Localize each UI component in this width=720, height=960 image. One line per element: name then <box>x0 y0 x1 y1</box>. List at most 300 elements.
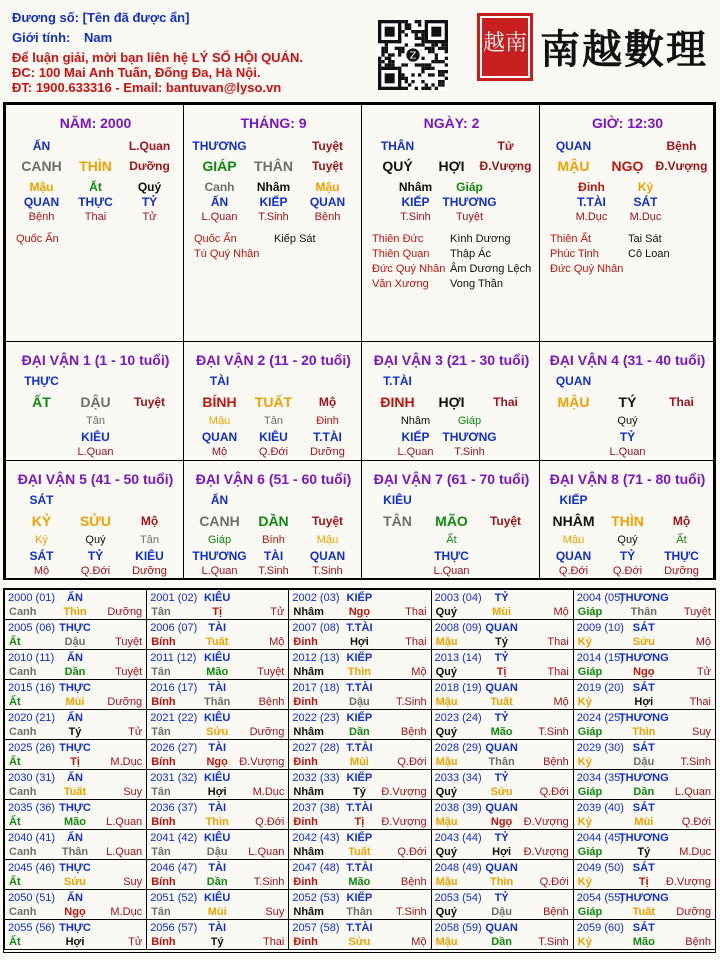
year-stem: Bính <box>151 816 176 828</box>
year-cell <box>431 769 574 800</box>
year-god: KIÊU <box>204 832 231 844</box>
year-state: L.Quan <box>248 846 285 858</box>
year-branch: Dậu <box>64 636 86 648</box>
year-god: TỶ <box>494 832 509 844</box>
year-stem: Nhâm <box>293 666 324 678</box>
hidden-stem: Tân <box>140 534 159 546</box>
year-branch: Tị <box>70 756 80 768</box>
hidden-stem: Mậu <box>29 180 54 194</box>
year-god: THƯƠNG <box>618 892 669 904</box>
hidden-state: Q.Đới <box>612 565 643 577</box>
year-branch: Ngọ <box>490 816 513 828</box>
dai-van-stem: ẤT <box>32 394 51 410</box>
star-name: Thiên Ất <box>550 233 591 245</box>
year-cell <box>146 649 289 680</box>
year-cell <box>146 619 289 650</box>
star-name: Phúc Tinh <box>550 248 599 260</box>
year-god: THƯƠNG <box>618 712 669 724</box>
year-state: T.Sinh <box>680 756 711 768</box>
year-cell <box>4 829 147 860</box>
year-god: KIÊU <box>204 772 231 784</box>
year-cell <box>431 679 574 710</box>
year-label: 2048 (49) <box>434 862 482 874</box>
pillar-god: QUAN <box>555 139 592 153</box>
star-name: Tai Sát <box>628 233 662 245</box>
annual-table <box>3 588 716 953</box>
star-name: Cô Loan <box>628 248 670 260</box>
year-state: Thai <box>689 696 711 708</box>
year-god: TỶ <box>494 892 509 904</box>
year-label: 2015 (16) <box>8 682 56 694</box>
year-state: Suy <box>123 876 143 888</box>
hidden-state: Q.Đới <box>558 565 589 577</box>
year-state: Đ.Vượng <box>381 816 427 828</box>
gender-label: Giới tính: <box>12 30 71 45</box>
header <box>0 0 720 100</box>
year-label: 2016 (17) <box>150 682 198 694</box>
dai-van-stem: NHÂM <box>552 513 595 529</box>
year-stem: Quý <box>435 846 457 858</box>
year-state: Q.Đới <box>539 876 569 888</box>
year-stem: Đinh <box>293 756 318 768</box>
year-label: 2010 (11) <box>8 652 55 664</box>
year-cell <box>146 859 289 890</box>
hidden-stem: Mậu <box>316 534 339 546</box>
year-cell <box>146 919 289 950</box>
year-cell <box>431 709 574 740</box>
hidden-state: L.Quan <box>201 211 238 223</box>
year-label: 2058 (59) <box>434 922 482 934</box>
pillar-stem: QUÝ <box>382 158 413 174</box>
year-state: Mộ <box>269 636 285 648</box>
year-label: 2037 (38) <box>292 802 340 814</box>
year-state: Bệnh <box>543 756 569 768</box>
dai-van-stem: MẬU <box>557 394 590 410</box>
dai-van-cell <box>183 341 362 461</box>
year-cell <box>288 829 431 860</box>
year-cell <box>288 649 431 680</box>
pillar-state: Đ.Vượng <box>655 159 708 173</box>
year-state: Bệnh <box>543 906 569 918</box>
year-label: 2031 (32) <box>150 772 198 784</box>
dai-van-branch: TUẤT <box>254 394 293 410</box>
star-name: Âm Dương Lệch <box>450 263 532 275</box>
year-god: THỰC <box>59 922 91 934</box>
year-stem: Tân <box>151 906 171 918</box>
hidden-stem: Giáp <box>207 534 232 546</box>
qr-code-icon[interactable] <box>378 20 448 90</box>
hidden-state: Q.Đới <box>80 565 111 577</box>
year-cell <box>573 649 716 680</box>
hidden-stem: Quý <box>617 415 638 427</box>
year-label: 2021 (22) <box>150 712 198 724</box>
pillar-branch: HỢI <box>438 158 465 174</box>
year-stem: Tân <box>151 786 171 798</box>
hidden-state: L.Quan <box>397 446 434 458</box>
year-label: 2000 (01) <box>8 592 56 604</box>
year-cell <box>288 619 431 650</box>
hidden-god: THỰC <box>434 549 469 563</box>
pillar-branch: THÂN <box>254 158 293 174</box>
pillar-state: Bệnh <box>666 139 697 153</box>
dai-van-cell <box>361 341 540 461</box>
year-label: 2032 (33) <box>292 772 340 784</box>
hidden-state: Dưỡng <box>132 565 167 577</box>
year-god: THỰC <box>59 862 91 874</box>
year-god: THỰC <box>59 682 91 694</box>
dai-van-god: KIẾP <box>559 493 588 507</box>
year-god: TÀI <box>208 862 227 874</box>
year-state: M.Dục <box>679 846 711 858</box>
year-branch: Tuất <box>632 906 655 918</box>
year-god: TỶ <box>494 712 509 724</box>
year-god: KIẾP <box>346 592 373 604</box>
year-cell <box>431 829 574 860</box>
year-god: SÁT <box>632 862 655 874</box>
year-label: 2046 (47) <box>150 862 198 874</box>
year-state: Đ.Vượng <box>665 876 711 888</box>
year-stem: Quý <box>435 666 457 678</box>
year-cell <box>431 619 574 650</box>
dai-van-cell <box>361 460 540 579</box>
year-stem: Ất <box>9 876 21 888</box>
year-stem: Tân <box>151 726 171 738</box>
dai-van-title: ĐẠI VẬN 3 (21 - 30 tuổi) <box>373 352 530 368</box>
year-god: ẤN <box>67 712 83 724</box>
year-state: Suy <box>692 726 711 738</box>
dai-van-title: ĐẠI VẬN 5 (41 - 50 tuổi) <box>17 471 174 487</box>
dai-van-stem: TÂN <box>383 513 412 529</box>
address-line: ĐC: 100 Mai Anh Tuấn, Đống Đa, Hà Nội. <box>12 65 261 80</box>
year-cell <box>431 799 574 830</box>
pillar-state: Tuyệt <box>311 139 344 153</box>
dai-van-cell <box>5 460 184 579</box>
year-branch: Dần <box>491 936 512 948</box>
year-state: Dưỡng <box>107 696 143 708</box>
year-label: 2035 (36) <box>8 802 56 814</box>
hidden-state: T.Sinh <box>454 446 485 458</box>
year-state: Mộ <box>411 666 427 678</box>
hidden-god: THỰC <box>664 549 699 563</box>
year-label: 2034 (35) <box>576 772 624 784</box>
year-label: 2045 (46) <box>8 862 56 874</box>
year-stem: Ất <box>9 936 21 948</box>
hidden-stem: Kỷ <box>637 180 654 194</box>
year-state: Dưỡng <box>249 726 285 738</box>
year-branch: Tuất <box>348 846 371 858</box>
year-cell <box>573 679 716 710</box>
dai-van-god: T.TÀI <box>383 374 412 388</box>
dai-van-branch: DẬU <box>80 394 111 410</box>
year-branch: Mão <box>632 936 655 948</box>
year-cell <box>573 619 716 650</box>
hidden-stem: Ất <box>676 534 687 546</box>
year-god: QUAN <box>485 682 518 694</box>
year-god: T.TÀI <box>346 682 373 694</box>
dai-van-branch: DẦN <box>258 513 289 529</box>
year-cell <box>288 919 431 950</box>
year-state: Tử <box>128 936 143 948</box>
year-stem: Canh <box>9 786 37 798</box>
year-stem: Nhâm <box>293 906 324 918</box>
pillar-state: Đ.Vượng <box>479 159 532 173</box>
year-stem: Quý <box>435 906 457 918</box>
year-stem: Quý <box>435 726 457 738</box>
hidden-state: L.Quan <box>433 565 470 577</box>
dai-van-stem: ĐINH <box>380 394 415 410</box>
gender-value: Nam <box>83 30 113 45</box>
year-stem: Kỷ <box>577 936 592 948</box>
year-branch: Thìn <box>205 816 229 828</box>
year-god: ẤN <box>67 592 83 604</box>
dai-van-god: SÁT <box>29 493 54 507</box>
dai-van-god: TÀI <box>209 374 230 388</box>
year-stem: Ất <box>9 636 21 648</box>
year-label: 2027 (28) <box>292 742 340 754</box>
year-state: Q.Đới <box>255 816 285 828</box>
year-branch: Tuất <box>63 786 87 798</box>
year-stem: Bính <box>151 756 176 768</box>
hidden-god: QUAN <box>309 549 346 563</box>
year-god: SÁT <box>632 802 655 814</box>
year-label: 2026 (27) <box>150 742 198 754</box>
year-branch: Tuất <box>490 696 513 708</box>
year-stem: Bính <box>151 876 176 888</box>
owner-name: Đương số: [Tên đã được ẩn] <box>12 10 190 25</box>
year-label: 2053 (54) <box>434 892 482 904</box>
phone-email-line: ĐT: 1900.633316 - Email: bantuvan@lyso.vn <box>12 80 282 95</box>
year-label: 2036 (37) <box>150 802 198 814</box>
hidden-stem: Tân <box>264 415 283 427</box>
year-label: 2020 (21) <box>8 712 56 724</box>
year-stem: Đinh <box>293 696 318 708</box>
year-label: 2018 (19) <box>434 682 482 694</box>
qr-center-letter: Z <box>409 50 417 62</box>
pillar-god: THƯƠNG <box>192 139 247 153</box>
year-state: Tuyệt <box>115 666 143 678</box>
year-branch: Dậu <box>206 846 228 858</box>
year-state: M.Dục <box>110 756 143 768</box>
pillar-state: Tuyệt <box>311 159 344 173</box>
year-cell <box>431 859 574 890</box>
year-state: Bệnh <box>400 876 427 888</box>
hidden-stem: Bính <box>262 534 285 546</box>
year-branch: Dậu <box>349 696 370 708</box>
hidden-god: QUAN <box>309 195 346 209</box>
hidden-state: L.Quan <box>609 446 646 458</box>
year-god: ẤN <box>67 832 83 844</box>
dai-van-cell <box>5 341 184 461</box>
pillar-title: NGÀY: 2 <box>423 115 480 131</box>
year-stem: Giáp <box>577 846 603 858</box>
year-cell <box>573 589 716 620</box>
year-state: Mộ <box>553 696 569 708</box>
chart-grid <box>3 102 716 580</box>
star-name: Thập Ác <box>450 248 491 260</box>
year-branch: Tý <box>352 786 366 798</box>
year-god: THƯƠNG <box>618 772 669 784</box>
year-label: 2007 (08) <box>292 622 340 634</box>
year-label: 2011 (12) <box>150 652 197 664</box>
year-stem: Quý <box>435 606 457 618</box>
year-cell <box>288 769 431 800</box>
year-state: T.Sinh <box>538 726 569 738</box>
year-state: Thai <box>405 636 427 648</box>
hidden-state: Mộ <box>211 446 228 458</box>
year-god: T.TÀI <box>346 862 373 874</box>
hidden-stem: Giáp <box>457 415 482 427</box>
year-stem: Ất <box>9 816 21 828</box>
year-god: KIÊU <box>204 652 231 664</box>
dai-van-state: Mộ <box>140 514 159 528</box>
year-branch: Dần <box>206 876 228 888</box>
hidden-god: KIẾP <box>401 195 430 209</box>
year-branch: Dần <box>349 726 370 738</box>
year-god: KIẾP <box>346 652 373 664</box>
year-stem: Mậu <box>435 636 458 648</box>
hidden-stem: Nhâm <box>256 180 291 194</box>
pillar-title: NĂM: 2000 <box>59 115 132 131</box>
year-branch: Tý <box>637 846 651 858</box>
year-god: KIẾP <box>346 892 373 904</box>
year-stem: Canh <box>9 666 37 678</box>
year-god: QUAN <box>485 862 518 874</box>
year-state: Tuyệt <box>115 636 143 648</box>
year-label: 2008 (09) <box>434 622 482 634</box>
year-cell <box>4 649 147 680</box>
year-cell <box>431 739 574 770</box>
year-cell <box>431 589 574 620</box>
year-god: THƯƠNG <box>618 652 669 664</box>
year-branch: Ngọ <box>633 666 655 678</box>
year-state: Dưỡng <box>676 906 711 918</box>
year-cell <box>573 709 716 740</box>
year-label: 2004 (05) <box>576 592 624 604</box>
year-branch: Mùi <box>634 816 654 828</box>
year-state: Q.Đới <box>397 846 427 858</box>
year-cell <box>431 889 574 920</box>
year-state: Đ.Vượng <box>381 786 427 798</box>
year-label: 2025 (26) <box>8 742 56 754</box>
year-stem: Giáp <box>577 906 603 918</box>
hidden-god: TỶ <box>619 549 636 563</box>
year-god: ẤN <box>67 772 83 784</box>
year-stem: Đinh <box>293 636 318 648</box>
year-label: 2038 (39) <box>434 802 482 814</box>
hidden-stem: Giáp <box>456 180 483 194</box>
year-god: T.TÀI <box>346 622 373 634</box>
year-label: 2023 (24) <box>434 712 482 724</box>
dai-van-state: Thai <box>493 395 518 409</box>
year-label: 2049 (50) <box>576 862 624 874</box>
year-stem: Tân <box>151 666 171 678</box>
hidden-state: Dưỡng <box>310 446 345 458</box>
star-name: Thiên Đức <box>372 233 424 245</box>
year-stem: Mậu <box>435 936 458 948</box>
year-stem: Bính <box>151 636 176 648</box>
star-name: Thiên Quan <box>372 248 430 260</box>
year-god: SÁT <box>632 682 655 694</box>
year-god: KIÊU <box>204 712 231 724</box>
hidden-state: L.Quan <box>201 565 238 577</box>
pillar-stem: GIÁP <box>202 158 237 174</box>
hidden-god: ẤN <box>210 195 229 209</box>
hidden-god: QUAN <box>201 430 238 444</box>
gender-row <box>12 30 112 45</box>
year-branch: Mùi <box>492 606 512 618</box>
hidden-god: KIẾP <box>259 195 288 209</box>
hidden-state: L.Quan <box>77 446 114 458</box>
year-branch: Hợi <box>492 846 512 858</box>
year-cell <box>431 919 574 950</box>
hidden-stem: Tân <box>86 415 105 427</box>
star-name: Kiếp Sát <box>274 233 316 245</box>
star-name: Tú Quý Nhân <box>194 248 260 260</box>
year-label: 2042 (43) <box>292 832 340 844</box>
hidden-god: THƯƠNG <box>192 549 247 563</box>
hidden-stem: Mậu <box>315 180 340 194</box>
year-state: M.Dục <box>252 786 285 798</box>
year-god: ẤN <box>67 652 83 664</box>
year-god: T.TÀI <box>346 742 373 754</box>
year-cell <box>288 799 431 830</box>
year-branch: Dậu <box>491 906 512 918</box>
brand-logo <box>540 8 720 88</box>
year-state: T.Sinh <box>396 696 427 708</box>
year-god: SÁT <box>632 922 655 934</box>
year-stem: Kỷ <box>577 756 592 768</box>
hidden-god: KIÊU <box>81 430 110 444</box>
year-cell <box>4 709 147 740</box>
year-god: TÀI <box>208 802 227 814</box>
year-state: Tuyệt <box>683 606 711 618</box>
seal-icon <box>476 12 534 82</box>
dai-van-stem: KỶ <box>31 513 52 529</box>
year-branch: Ngọ <box>64 906 86 918</box>
year-god: QUAN <box>485 622 518 634</box>
year-stem: Mậu <box>435 696 458 708</box>
hidden-god: TÀI <box>263 549 284 563</box>
year-state: Dưỡng <box>107 606 143 618</box>
hidden-god: KIÊU <box>259 430 288 444</box>
dai-van-title: ĐẠI VẬN 7 (61 - 70 tuổi) <box>373 471 530 487</box>
year-cell <box>573 799 716 830</box>
year-label: 2041 (42) <box>150 832 198 844</box>
year-branch: Mão <box>206 666 229 678</box>
year-branch: Ngọ <box>206 756 228 768</box>
year-label: 2039 (40) <box>576 802 624 814</box>
year-god: KIẾP <box>346 832 373 844</box>
year-label: 2044 (45) <box>576 832 624 844</box>
year-label: 2028 (29) <box>434 742 482 754</box>
year-stem: Giáp <box>577 606 603 618</box>
year-label: 2052 (53) <box>292 892 340 904</box>
year-cell <box>288 859 431 890</box>
year-stem: Giáp <box>577 666 603 678</box>
year-label: 2022 (23) <box>292 712 340 724</box>
hidden-stem: Ất <box>89 180 102 194</box>
seal-text: 越南 <box>482 31 528 56</box>
year-god: KIẾP <box>346 712 373 724</box>
year-stem: Quý <box>435 786 457 798</box>
year-stem: Đinh <box>293 876 318 888</box>
year-cell <box>4 619 147 650</box>
year-branch: Thân <box>204 696 231 708</box>
year-god: SÁT <box>632 742 655 754</box>
year-label: 2017 (18) <box>292 682 340 694</box>
hidden-state: Tuyệt <box>455 211 484 223</box>
hidden-stem: Quý <box>137 180 162 194</box>
